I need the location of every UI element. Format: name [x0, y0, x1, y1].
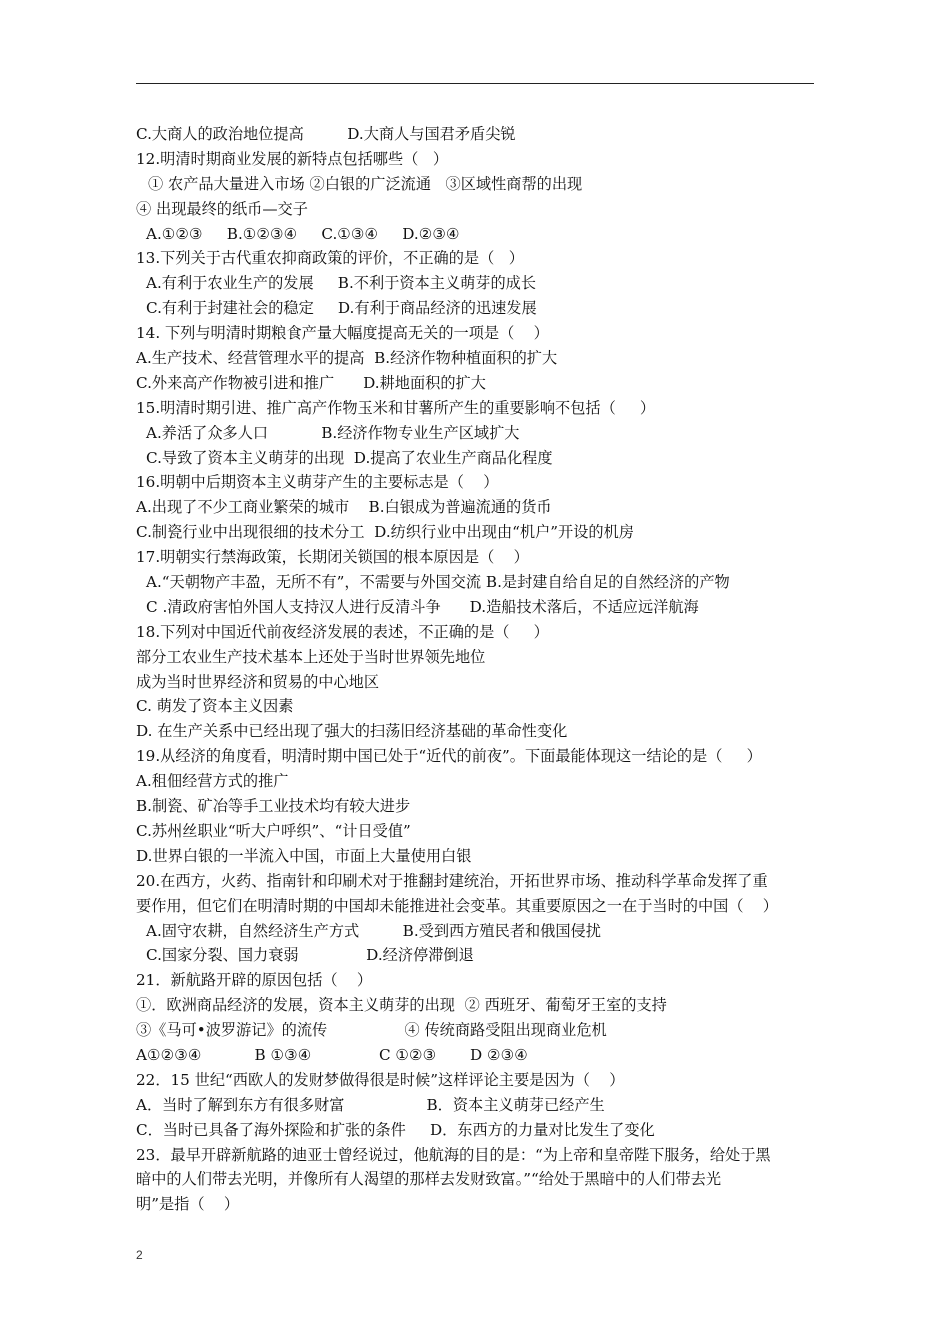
text-line: C.导致了资本主义萌芽的出现 D.提高了农业生产商品化程度 — [146, 448, 553, 467]
text-line: A.“天朝物产丰盈，无所不有”，不需要与外国交流 B.是封建自给自足的自然经济的产物 — [146, 573, 730, 592]
text-line: A.有利于农业生产的发展 B.不利于资本主义萌芽的成长 — [146, 274, 537, 293]
text-line: 21．新航路开辟的原因包括（ ） — [136, 971, 373, 990]
text-line: A.①②③ B.①②③④ C.①③④ D.②③④ — [146, 224, 460, 243]
header-rule — [136, 83, 814, 84]
text-line: 23．最早开辟新航路的迪亚士曾经说过，他航海的目的是：“为上帝和皇帝陛下服务，给处于黑 — [136, 1145, 771, 1164]
text-line: ①．欧洲商品经济的发展，资本主义萌芽的出现 ② 西班牙、葡萄牙王室的支持 — [136, 996, 667, 1015]
text-line: 14. 下列与明清时期粮食产量大幅度提高无关的一项是（ ） — [136, 324, 549, 343]
text-line: 15.明清时期引进、推广高产作物玉米和甘薯所产生的重要影响不包括（ ） — [136, 398, 656, 417]
text-line: C.有利于封建社会的稳定 D.有利于商品经济的迅速发展 — [146, 299, 537, 318]
text-line: C．当时已具备了海外探险和扩张的条件 D．东西方的力量对比发生了变化 — [136, 1120, 655, 1139]
text-line: B.制瓷、矿冶等手工业技术均有较大进步 — [136, 797, 411, 816]
text-line: ① 农产品大量进入市场 ②白银的广泛流通 ③区域性商帮的出现 — [148, 174, 583, 193]
text-line: 20.在西方，火药、指南针和印刷术对于推翻封建统治，开拓世界市场、推动科学革命发挥了重 — [136, 871, 768, 890]
text-line: A.出现了不少工商业繁荣的城市 B.白银成为普遍流通的货币 — [136, 498, 552, 517]
text-line: D. 在生产关系中已经出现了强大的扫荡旧经济基础的革命性变化 — [136, 722, 568, 741]
text-line: A.养活了众多人口 B.经济作物专业生产区域扩大 — [146, 423, 520, 442]
text-line: 13.下列关于古代重农抑商政策的评价，不正确的是（ ） — [136, 249, 524, 268]
text-line: A.固守农耕，自然经济生产方式 B.受到西方殖民者和俄国侵扰 — [146, 921, 601, 940]
text-line: C.大商人的政治地位提高 D.大商人与国君矛盾尖锐 — [136, 125, 516, 143]
text-line: C .清政府害怕外国人支持汉人进行反清斗争 D.造船技术落后，不适应远洋航海 — [146, 597, 699, 616]
text-line: 暗中的人们带去光明，并像所有人渴望的那样去发财致富。”“给处于黑暗中的人们带去光 — [136, 1170, 722, 1189]
text-line: 明”是指（ ） — [136, 1195, 240, 1214]
text-line: ④ 出现最终的纸币—交子 — [136, 199, 308, 218]
text-line: C.外来高产作物被引进和推广 D.耕地面积的扩大 — [136, 373, 486, 392]
document-body — [136, 122, 816, 1217]
text-line: ③《马可•波罗游记》的流传 ④ 传统商路受阻出现商业危机 — [136, 1021, 607, 1040]
text-line: 22．15 世纪“西欧人的发财梦做得很是时候”这样评论主要是因为（ ） — [136, 1070, 625, 1089]
text-line: 12.明清时期商业发展的新特点包括哪些（ ） — [136, 149, 449, 168]
text-line: 要作用，但它们在明清时期的中国却未能推进社会变革。其重要原因之一在于当时的中国（ ） — [136, 896, 778, 915]
text-line: 17.明朝实行禁海政策，长期闭关锁国的根本原因是（ ） — [136, 548, 529, 567]
text-line: 18.下列对中国近代前夜经济发展的表述，不正确的是（ ） — [136, 622, 549, 641]
text-line: 部分工农业生产技术基本上还处于当时世界领先地位 — [136, 647, 486, 666]
text-line: C.国家分裂、国力衰弱 D.经济停滞倒退 — [146, 946, 474, 965]
text-line: A.租佃经营方式的推广 — [136, 772, 289, 791]
text-line: D.世界白银的一半流入中国，市面上大量使用白银 — [136, 846, 472, 865]
text-line: A.生产技术、经营管理水平的提高 B.经济作物种植面积的扩大 — [136, 349, 558, 368]
text-line: 16.明朝中后期资本主义萌芽产生的主要标志是（ ） — [136, 473, 499, 492]
text-line: C. 萌发了资本主义因素 — [136, 697, 294, 716]
text-line: C.制瓷行业中出现很细的技术分工 D.纺织行业中出现由“机户”开设的机房 — [136, 523, 634, 542]
text-line: A．当时了解到东方有很多财富 B．资本主义萌芽已经产生 — [136, 1095, 605, 1114]
page-number: 2 — [136, 1248, 143, 1262]
text-line: A①②③④ B ①③④ C ①②③ D ②③④ — [136, 1045, 528, 1064]
text-line: 成为当时世界经济和贸易的中心地区 — [136, 672, 379, 691]
text-line: C.苏州丝职业“听大户呼织”、“计日受值” — [136, 821, 411, 840]
text-line: 19.从经济的角度看，明清时期中国已处于“近代的前夜”。下面最能体现这一结论的是（ ） — [136, 747, 762, 766]
